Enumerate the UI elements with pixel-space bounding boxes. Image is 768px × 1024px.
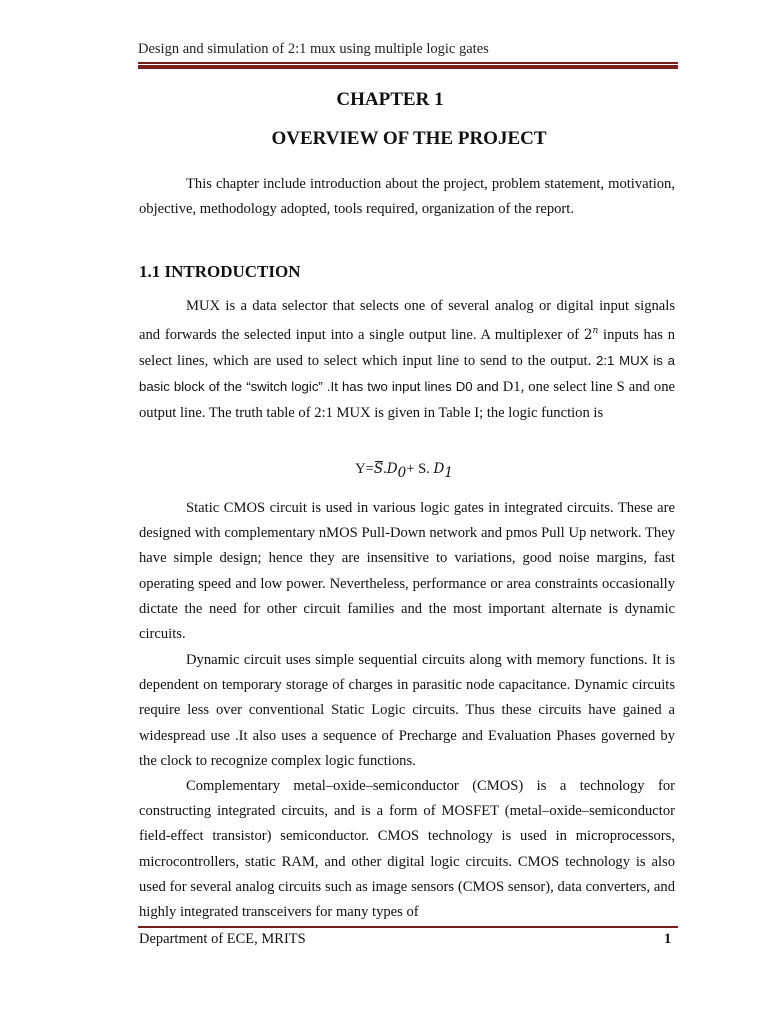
chapter-number: CHAPTER 1 <box>336 89 444 110</box>
formula-s-bar: S <box>373 461 384 477</box>
footer-rule <box>138 926 678 928</box>
formula-plus: + S. <box>406 461 434 477</box>
footer-department: Department of ECE, MRITS <box>139 931 306 947</box>
cmos-paragraph: Complementary metal–oxide–semiconductor (CMOS) is a technology for constructing integrated circuits, and is a form of MOSFET (metal–oxide–semiconductor field-effect transistor) semiconductor. CMOS technology is used in microprocessors, microcontrollers, static RAM, and other digital logic circuits. CMOS technology is also used for several analog circuits such as image sensors (CMOS sensor), data converters, and highly integrated transceivers for many types of <box>139 778 675 921</box>
mux-paragraph-part1: MUX is a data selector that selects one of several analog or digital input signals and forwards the selected input into a single output line. A multiplexer of <box>139 298 675 344</box>
dynamic-circuit-paragraph: Dynamic circuit uses simple sequential circuits along with memory functions. It is dependent on temporary storage of charges in parasitic node capacitance. Dynamic circuits require less over conventional Static Logic circuits. Thus these circuits have gained a widespread use .It also uses a sequence of Precharge and Evaluation Phases governed by the clock to recognize complex logic functions. <box>139 652 675 769</box>
mux-paragraph-part2: inputs has n select lines, which are used to select which input line to send to the output. <box>139 327 675 370</box>
chapter-title: OVERVIEW OF THE PROJECT <box>271 128 547 149</box>
formula-d0-sub: 0 <box>397 464 407 481</box>
formula-d0: D <box>386 461 398 477</box>
mux-paragraph-part3: 2:1 MUX is a basic block of the “switch logic” .It has two input lines D0 and <box>139 353 675 395</box>
formula-d1-sub: 1 <box>444 464 453 481</box>
header-rule-thick <box>138 65 678 69</box>
power-base: 2 <box>583 327 593 344</box>
mux-paragraph <box>139 294 675 426</box>
static-cmos-paragraph: Static CMOS circuit is used in various logic gates in integrated circuits. These are designed with complementary nMOS Pull-Down network and pmos Pull Up network. They have simple design; hence they are insensitive to variations, good noise margins, fast operating speed and low power. Nevertheless, performance or area constraints occasionally dictate the need for other circuit families and the most important alternate is dynamic circuits. <box>139 500 675 643</box>
logic-function-formula <box>0 461 768 481</box>
mux-paragraph-part4: D1, one select line S and one output line. The truth table of 2:1 MUX is given in Table I; the logic function is <box>139 379 675 421</box>
formula-d1: D <box>433 461 445 477</box>
formula-dot: . <box>383 461 387 477</box>
running-header: Design and simulation of 2:1 mux using multiple logic gates <box>138 41 489 57</box>
formula-lhs: Y= <box>355 461 374 477</box>
header-rule-thin <box>138 62 678 64</box>
power-exponent: n <box>592 326 599 337</box>
section-heading: 1.1 INTRODUCTION <box>139 262 301 281</box>
intro-paragraph: This chapter include introduction about the project, problem statement, motivation, objective, methodology adopted, tools required, organization of the report. <box>139 176 675 218</box>
page-number: 1 <box>664 931 672 947</box>
